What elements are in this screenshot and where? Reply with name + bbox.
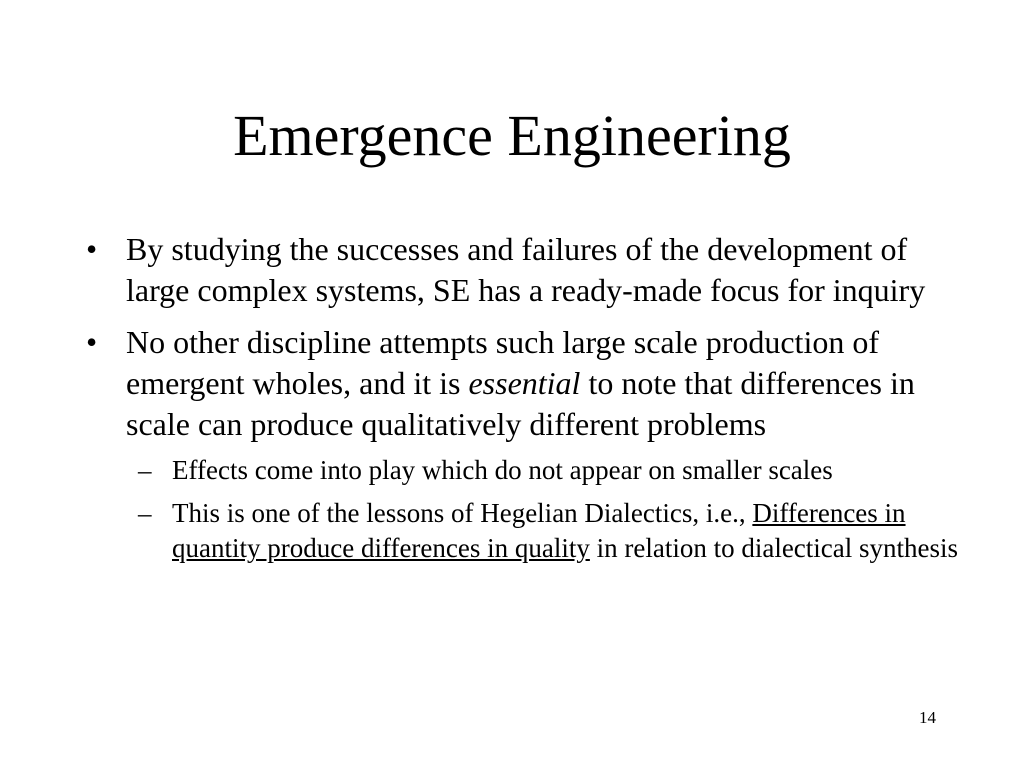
bullet-text: [126, 324, 915, 442]
subbullet-text-part: This is one of the lessons of Hegelian Dialectics, i.e.,: [172, 498, 753, 528]
bullet-item: [86, 229, 966, 311]
subbullet-text: Effects come into play which do not appear on smaller scales: [172, 455, 833, 485]
bullet-text-part: No other discipline attempts such large scale production of emergent wholes, and it is: [126, 324, 879, 401]
bullet-text-part: to note that differences in scale can produce qualitatively different problems: [126, 365, 915, 442]
page-number: 14: [919, 708, 936, 727]
emphasized-text: essential: [468, 365, 581, 401]
underlined-text: Differences in quantity produce differences in quality: [172, 498, 906, 563]
subbullet-list: [126, 453, 966, 566]
subbullet-text-part: in relation to dialectical synthesis: [589, 533, 959, 563]
bullet-item: [86, 322, 966, 566]
dash-marker: –: [138, 455, 152, 485]
slide-title: Emergence Engineering: [233, 103, 791, 168]
bullet-marker: •: [86, 324, 98, 360]
dash-marker: –: [138, 498, 152, 528]
bullet-marker: •: [86, 231, 98, 267]
subbullet-item: [126, 453, 966, 488]
bullet-list: [86, 229, 966, 577]
subbullet-item: [126, 496, 966, 566]
bullet-text: By studying the successes and failures of the development of large complex systems, SE has a ready-made focus for inquiry: [126, 231, 926, 308]
subbullet-text: [172, 498, 958, 563]
